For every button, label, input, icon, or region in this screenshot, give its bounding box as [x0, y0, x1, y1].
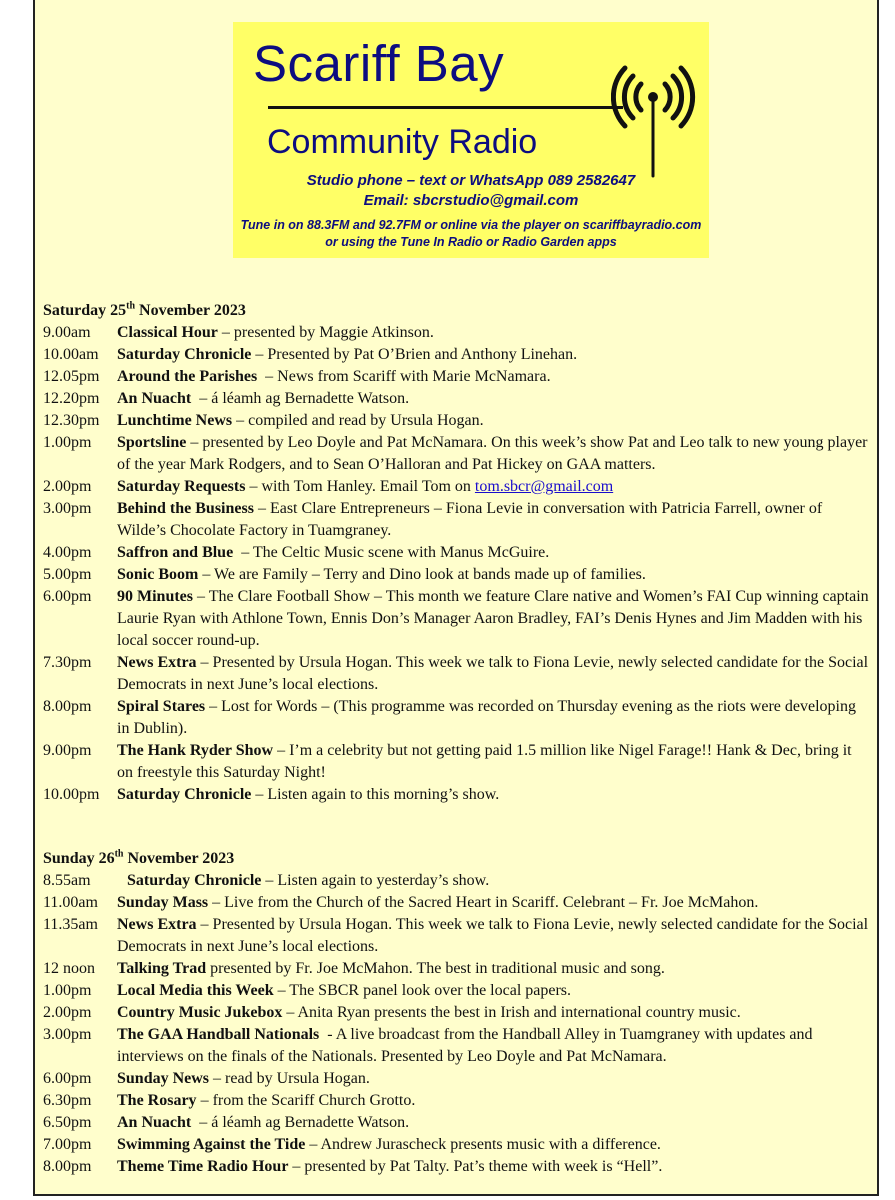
programme-time: 10.00pm — [43, 786, 100, 803]
schedule-row — [43, 322, 871, 344]
programme-description — [117, 1068, 871, 1090]
programme-time: 9.00am — [43, 324, 91, 341]
programme-time: 6.50pm — [43, 1114, 92, 1131]
programme-description — [117, 322, 871, 344]
programme-description — [117, 696, 871, 740]
programme-time: 10.00am — [43, 346, 99, 363]
tune-in-line-2: or using the Tune In Radio or Radio Garden apps — [325, 235, 617, 249]
programme-description — [117, 652, 871, 696]
programme-description — [117, 980, 871, 1002]
sunday-heading-date: Sunday 26 — [43, 850, 115, 867]
saturday-heading — [43, 300, 246, 322]
programme-title: The Rosary — [117, 1092, 197, 1109]
programme-details: – I’m a celebrity but not getting paid 1.5 million like Nigel Farage!! Hank & Dec, bring it on freestyle this Saturday Night! — [117, 742, 856, 781]
sunday-schedule-list — [43, 870, 871, 1178]
programme-description — [117, 586, 871, 652]
schedule-row — [43, 696, 871, 740]
programme-title: Saturday Chronicle — [117, 786, 252, 803]
schedule-row — [43, 1024, 871, 1068]
schedule-row — [43, 388, 871, 410]
schedule-row — [43, 870, 871, 892]
programme-time: 3.00pm — [43, 1026, 92, 1043]
programme-title: Talking Trad — [117, 960, 207, 977]
programme-time: 7.00pm — [43, 1136, 92, 1153]
programme-description — [117, 740, 871, 784]
programme-title: Sportsline — [117, 434, 187, 451]
programme-title: The GAA Handball Nationals — [117, 1026, 320, 1043]
programme-title: Sunday Mass — [117, 894, 209, 911]
programme-title: Sonic Boom — [117, 566, 199, 583]
programme-details: – presented by Leo Doyle and Pat McNamara. On this week’s show Pat and Leo talk to new young player of the year Mark Rodgers, and to Sean O’Halloran and Pat Hickey on GAA matters. — [117, 434, 872, 473]
programme-title: Country Music Jukebox — [117, 1004, 283, 1021]
programme-time: 12.30pm — [43, 412, 100, 429]
programme-description — [117, 1134, 871, 1156]
programme-description — [117, 498, 871, 542]
saturday-schedule-list — [43, 322, 871, 806]
banner-rule — [268, 106, 623, 109]
programme-details: – compiled and read by Ursula Hogan. — [232, 412, 484, 429]
programme-time: 3.00pm — [43, 500, 92, 517]
programme-time: 6.00pm — [43, 1070, 92, 1087]
programme-description — [117, 1024, 871, 1068]
programme-description — [117, 1002, 871, 1024]
schedule-row — [43, 784, 871, 806]
programme-details: presented by Fr. Joe McMahon. The best in traditional music and song. — [206, 960, 665, 977]
station-subtitle: Community Radio — [267, 123, 538, 161]
schedule-row — [43, 1134, 871, 1156]
schedule-row — [43, 542, 871, 564]
programme-details: – presented by Pat Talty. Pat’s theme with week is “Hell”. — [288, 1158, 663, 1175]
station-banner — [233, 22, 709, 258]
programme-time: 1.00pm — [43, 982, 92, 999]
saturday-heading-date: Saturday 25 — [43, 302, 127, 319]
programme-description — [117, 1156, 871, 1178]
programme-description — [117, 1090, 871, 1112]
programme-details: – The Clare Football Show – This month we feature Clare native and Women’s FAI Cup winning captain Laurie Ryan with Athlone Town, Ennis Don’s Manager Aaron Bradley, FAI’s Denis Hynes and Jim Madden with his local soccer round-up. — [117, 588, 873, 649]
programme-details: – Anita Ryan presents the best in Irish and international country music. — [282, 1004, 741, 1021]
programme-time: 11.35am — [43, 916, 98, 933]
programme-time: 12.20pm — [43, 390, 100, 407]
programme-description — [117, 366, 871, 388]
programme-description — [117, 432, 871, 476]
email-link[interactable]: tom.sbcr@gmail.com — [474, 478, 614, 495]
schedule-row — [43, 1090, 871, 1112]
programme-description — [117, 1112, 871, 1134]
programme-title: An Nuacht — [117, 1114, 192, 1131]
programme-details: – Listen again to yesterday’s show. — [261, 872, 490, 889]
programme-time: 8.00pm — [43, 1158, 92, 1175]
sunday-heading-suffix: th — [114, 848, 124, 860]
schedule-row — [43, 344, 871, 366]
programme-time: 4.00pm — [43, 544, 92, 561]
programme-title: 90 Minutes — [117, 588, 193, 605]
programme-time: 2.00pm — [43, 1004, 92, 1021]
schedule-row — [43, 914, 871, 958]
programme-details: – News from Scariff with Marie McNamara. — [257, 368, 551, 385]
programme-time: 12 noon — [43, 960, 95, 977]
schedule-row — [43, 1002, 871, 1024]
programme-title: Sunday News — [117, 1070, 210, 1087]
programme-description — [117, 892, 871, 914]
schedule-row — [43, 586, 871, 652]
programme-description — [117, 344, 871, 366]
programme-details: – á léamh ag Bernadette Watson. — [191, 1114, 410, 1131]
programme-details: – We are Family – Terry and Dino look at bands made up of families. — [198, 566, 646, 583]
programme-description — [117, 410, 871, 432]
programme-details: - A live broadcast from the Handball Alley in Tuamgraney with updates and interviews on the finals of the Nationals. Presented by Leo Doyle and Pat McNamara. — [117, 1026, 817, 1065]
programme-time: 5.00pm — [43, 566, 92, 583]
programme-time: 8.55am — [43, 872, 91, 889]
programme-details: – from the Scariff Church Grotto. — [196, 1092, 416, 1109]
programme-details: – Presented by Pat O’Brien and Anthony Linehan. — [251, 346, 578, 363]
programme-details: – Listen again to this morning’s show. — [251, 786, 500, 803]
schedule-row — [43, 740, 871, 784]
schedule-row — [43, 564, 871, 586]
schedule-row — [43, 652, 871, 696]
schedule-row — [43, 366, 871, 388]
programme-title: Spiral Stares — [117, 698, 206, 715]
programme-time: 6.30pm — [43, 1092, 92, 1109]
programme-details: – read by Ursula Hogan. — [209, 1070, 370, 1087]
schedule-row — [43, 476, 871, 498]
schedule-row — [43, 980, 871, 1002]
programme-description — [127, 870, 871, 892]
programme-description — [117, 388, 871, 410]
programme-details: – Andrew Jurascheck presents music with a difference. — [305, 1136, 661, 1153]
programme-title: News Extra — [117, 916, 197, 933]
studio-phone: Studio phone – text or WhatsApp 089 2582647 — [306, 172, 636, 189]
programme-title: Saffron and Blue — [117, 544, 234, 561]
programme-description — [117, 564, 871, 586]
programme-details: – East Clare Entrepreneurs – Fiona Levie in conversation with Patricia Farrell, owner of Wilde’s Chocolate Factory in Tuamgraney. — [117, 500, 826, 539]
programme-details: – Lost for Words – (This programme was recorded on Thursday evening as the riots were developing in Dublin). — [117, 698, 860, 737]
schedule-row — [43, 410, 871, 432]
programme-time: 12.05pm — [43, 368, 100, 385]
programme-time: 11.00am — [43, 894, 98, 911]
programme-details: – presented by Maggie Atkinson. — [217, 324, 434, 341]
programme-title: Saturday Chronicle — [117, 346, 252, 363]
schedule-row — [43, 1156, 871, 1178]
programme-title: Saturday Chronicle — [127, 872, 262, 889]
programme-time: 8.00pm — [43, 698, 92, 715]
programme-title: Swimming Against the Tide — [117, 1136, 306, 1153]
programme-title: An Nuacht — [117, 390, 192, 407]
programme-details: – with Tom Hanley. Email Tom on — [245, 478, 475, 495]
saturday-heading-suffix: th — [126, 300, 136, 312]
programme-title: The Hank Ryder Show — [117, 742, 274, 759]
station-name: Scariff Bay — [253, 35, 505, 92]
schedule-row — [43, 1068, 871, 1090]
programme-title: Local Media this Week — [117, 982, 274, 999]
programme-description — [117, 476, 871, 498]
programme-title: Classical Hour — [117, 324, 218, 341]
programme-description — [117, 958, 871, 980]
programme-details: – Live from the Church of the Sacred Heart in Scariff. Celebrant – Fr. Joe McMahon. — [208, 894, 759, 911]
programme-details: – The SBCR panel look over the local papers. — [273, 982, 572, 999]
schedule-row — [43, 958, 871, 980]
programme-title: Behind the Business — [117, 500, 254, 517]
programme-time: 1.00pm — [43, 434, 92, 451]
programme-time: 2.00pm — [43, 478, 92, 495]
schedule-row — [43, 892, 871, 914]
schedule-row — [43, 1112, 871, 1134]
programme-title: Around the Parishes — [117, 368, 258, 385]
programme-description — [117, 784, 871, 806]
programme-time: 7.30pm — [43, 654, 92, 671]
programme-details: – The Celtic Music scene with Manus McGuire. — [233, 544, 550, 561]
programme-title: Saturday Requests — [117, 478, 246, 495]
radio-mast-icon — [611, 56, 697, 178]
programme-details: – á léamh ag Bernadette Watson. — [191, 390, 410, 407]
tune-in-line-1: Tune in on 88.3FM and 92.7FM or online via the player on scariffbayradio.com — [240, 218, 702, 232]
schedule-row — [43, 432, 871, 476]
programme-time: 6.00pm — [43, 588, 92, 605]
programme-details: – Presented by Ursula Hogan. This week we talk to Fiona Levie, newly selected candidate for the Social Democrats in next June’s local elections. — [117, 916, 873, 955]
programme-time: 9.00pm — [43, 742, 92, 759]
sunday-heading-month: November 2023 — [123, 850, 235, 867]
sunday-heading — [43, 848, 234, 870]
studio-email: Email: sbcrstudio@gmail.com — [363, 192, 579, 209]
schedule-row — [43, 498, 871, 542]
programme-title: News Extra — [117, 654, 197, 671]
saturday-heading-month: November 2023 — [135, 302, 246, 319]
programme-title: Theme Time Radio Hour — [117, 1158, 289, 1175]
programme-title: Lunchtime News — [117, 412, 233, 429]
programme-description — [117, 542, 871, 564]
schedule-page — [33, 0, 879, 1196]
programme-description — [117, 914, 871, 958]
programme-details: – Presented by Ursula Hogan. This week we talk to Fiona Levie, newly selected candidate for the Social Democrats in next June’s local elections. — [117, 654, 873, 693]
